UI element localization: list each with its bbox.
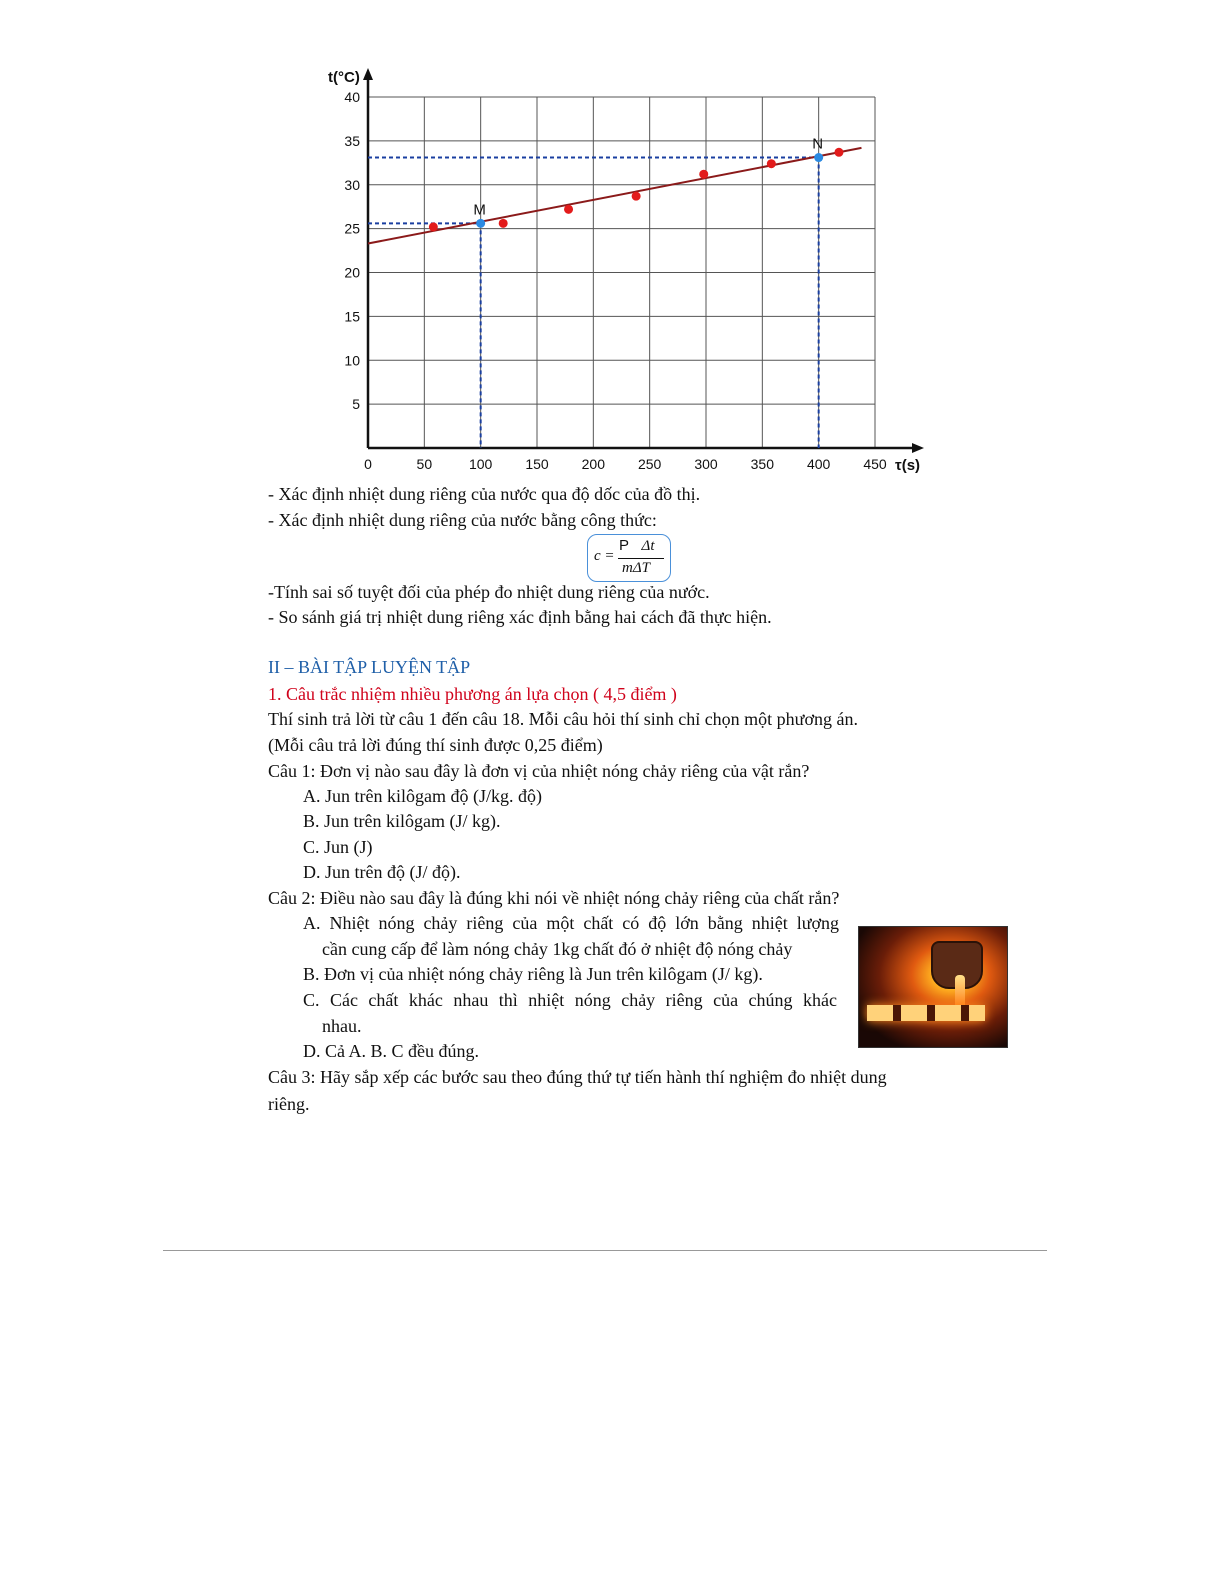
y-tick-label: 35	[344, 132, 360, 149]
subsection-title: 1. Câu trắc nhiệm nhiều phương án lựa chọn ( 4,5 điểm )	[268, 684, 677, 704]
intro-line-2: (Mỗi câu trả lời đúng thí sinh được 0,25 điểm)	[268, 735, 603, 755]
question-3-line-2: riêng.	[268, 1094, 310, 1114]
x-tick-label: 50	[416, 456, 433, 472]
x-tick-label: 350	[750, 456, 775, 472]
x-tick-label: 400	[806, 456, 831, 472]
question-2-option-a-line-2: cần cung cấp để làm nóng chảy 1kg chất đó ở nhiệt độ nóng chảy	[322, 939, 793, 959]
x-tick-label: 300	[694, 456, 718, 472]
question-1-option-b: B. Jun trên kilôgam (J/ kg).	[303, 811, 501, 831]
y-tick-label: 15	[344, 308, 360, 325]
y-tick-label: 40	[344, 89, 360, 105]
specific-heat-formula	[587, 534, 671, 582]
y-axis-label: t(°C)	[328, 69, 360, 86]
question-2-option-c-line-2: nhau.	[322, 1016, 362, 1036]
page-footer-rule	[163, 1250, 1047, 1251]
formula-numerator	[619, 537, 655, 555]
question-2-option-d: D. Cả A. B. C đều đúng.	[303, 1041, 480, 1061]
formula-numerator-dt: Δt	[641, 538, 655, 554]
formula-numerator-p: P	[619, 537, 630, 554]
question-1: Câu 1: Đơn vị nào sau đây là đơn vị của nhiệt nóng chảy riêng của vật rắn?	[268, 761, 810, 781]
x-tick-label: 150	[525, 456, 549, 472]
instruction-line-formula: - Xác định nhiệt dung riêng của nước bằng công thức:	[268, 510, 657, 530]
molten-metal-photo	[858, 926, 1008, 1048]
highlight-point	[476, 219, 485, 228]
y-tick-label: 25	[344, 220, 360, 237]
formula-lhs: c =	[594, 548, 615, 564]
section-title: II – BÀI TẬP LUYỆN TẬP	[268, 657, 471, 677]
trend-line	[368, 148, 861, 244]
data-point	[564, 205, 573, 214]
point-label: M	[473, 201, 486, 219]
ingot-molds	[867, 1005, 985, 1021]
question-2-option-c-line-1: C. Các chất khác nhau thì nhiệt nóng chảy riêng của chúng khác	[303, 990, 837, 1010]
question-2: Câu 2: Điều nào sau đây là đúng khi nói về nhiệt nóng chảy riêng của chất rắn?	[268, 888, 840, 908]
molten-stream	[955, 975, 965, 1009]
y-tick-label: 5	[352, 396, 360, 413]
data-point	[429, 222, 438, 231]
y-axis-arrow	[363, 68, 373, 80]
x-tick-label: 250	[637, 456, 662, 472]
question-1-option-d: D. Jun trên độ (J/ độ).	[303, 862, 461, 882]
question-2-option-b: B. Đơn vị của nhiệt nóng chảy riêng là Jun trên kilôgam (J/ kg).	[303, 964, 763, 984]
instruction-line-slope: - Xác định nhiệt dung riêng của nước qua độ dốc của đồ thị.	[268, 484, 701, 504]
data-point	[699, 170, 708, 179]
x-axis-arrow	[912, 443, 924, 453]
temperature-time-chart	[320, 60, 940, 480]
data-point	[499, 219, 508, 228]
highlight-point	[814, 153, 823, 162]
formula-denominator: mΔT	[622, 560, 650, 576]
y-tick-label: 30	[344, 176, 360, 193]
question-1-option-a: A. Jun trên kilôgam độ (J/kg. độ)	[303, 786, 542, 806]
x-tick-label: 100	[468, 456, 493, 472]
question-2-option-a-line-1: A. Nhiệt nóng chảy riêng của một chất có độ lớn bằng nhiệt lượng	[303, 913, 839, 933]
instruction-line-compare: - So sánh giá trị nhiệt dung riêng xác định bằng hai cách đã thực hiện.	[268, 607, 772, 627]
question-3-line-1: Câu 3: Hãy sắp xếp các bước sau theo đúng thứ tự tiến hành thí nghiệm đo nhiệt dung	[268, 1067, 887, 1087]
point-label: N	[812, 135, 824, 153]
question-1-option-c: C. Jun (J)	[303, 837, 373, 857]
x-tick-label: 450	[863, 456, 887, 472]
x-tick-label: 200	[581, 456, 606, 472]
data-point	[834, 148, 843, 157]
x-axis-label: τ(s)	[895, 457, 921, 474]
data-point	[767, 159, 776, 168]
y-tick-label: 10	[344, 352, 360, 369]
y-tick-label: 20	[344, 264, 360, 281]
x-tick-label: 0	[364, 456, 372, 472]
instruction-line-error: -Tính sai số tuyệt đối của phép đo nhiệt dung riêng của nước.	[268, 582, 710, 602]
intro-line-1: Thí sinh trả lời từ câu 1 đến câu 18. Mỗi câu hỏi thí sinh chỉ chọn một phương án.	[268, 709, 858, 729]
data-point	[632, 192, 641, 201]
fraction-bar	[618, 558, 664, 559]
